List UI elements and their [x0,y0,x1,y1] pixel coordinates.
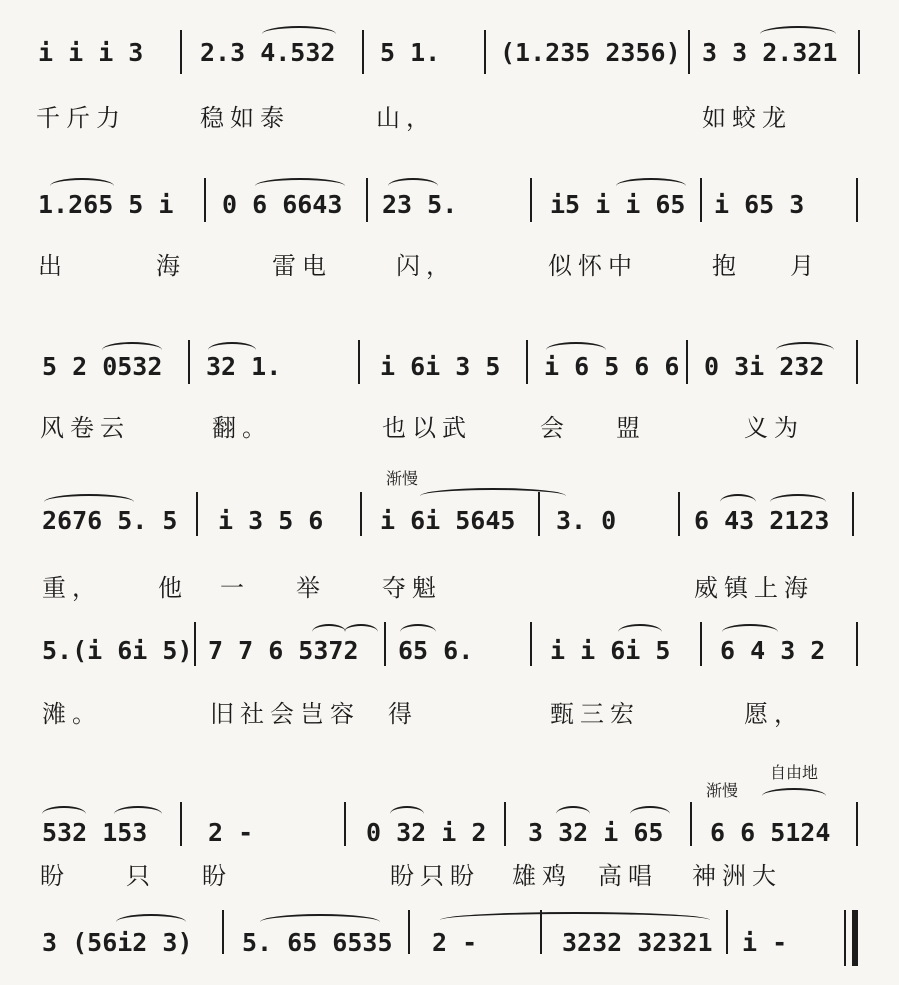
notes-line [0,636,899,680]
barline [726,910,728,954]
lyric: 夺魁 [382,574,442,602]
lyric: 山， [376,104,436,132]
lyric: 月 [790,252,820,280]
lyric: 会 [540,414,570,442]
lyrics-line [0,694,899,728]
measure: 3 3 2.321 [702,38,838,67]
lyrics-line [0,408,899,442]
lyric: 风卷云 [40,414,130,442]
lyric: 盼 [40,862,70,890]
measure: i 6i 5645 [380,506,516,535]
lyric: 千斤力 [36,104,126,132]
lyric: 出 [38,252,68,280]
barline [526,340,528,384]
slur [114,806,162,822]
measure: 6 4 3 2 [720,636,826,665]
barline [856,622,858,666]
barline [180,802,182,846]
barline [188,340,190,384]
measure: i - [742,928,788,957]
barline [690,802,692,846]
barline [688,30,690,74]
barline [196,492,198,536]
barline [504,802,506,846]
barline [384,622,386,666]
measure: 0 3i 232 [704,352,825,381]
notes-line [0,352,899,396]
lyric: 似怀中 [548,252,638,280]
lyric: 甄三宏 [550,700,640,728]
lyric: 雷电 [272,252,332,280]
lyric: 如蛟龙 [702,104,792,132]
measure: 2676 5. 5 [42,506,178,535]
slur [630,806,670,822]
slur [762,788,826,804]
lyrics-line [0,98,899,132]
slur [42,806,86,822]
lyric: 闪， [396,252,456,280]
slur [102,342,162,358]
barline [856,802,858,846]
lyric: 盟 [616,414,646,442]
barline [678,492,680,536]
barline [180,30,182,74]
measure: i 3 5 6 [218,506,324,535]
barline [686,340,688,384]
lyric: 神洲大 [692,862,782,890]
measure: 2 - [208,818,254,847]
lyric: 愿， [744,700,804,728]
lyric: 威镇上海 [694,574,814,602]
slur [760,26,836,42]
measure: i i i 3 [38,38,144,67]
slur [116,914,186,930]
lyric: 稳如泰 [200,104,290,132]
lyric: 盼 [202,862,232,890]
lyrics-line [0,246,899,280]
lyric: 只 [126,862,156,890]
barline [484,30,486,74]
measure: i i 6i 5 [550,636,671,665]
measure: 32 1. [206,352,282,381]
slur [312,624,346,640]
notes-line [0,38,899,82]
slur [722,624,778,640]
barline [700,178,702,222]
lyrics-line [0,568,899,602]
slur [556,806,590,822]
slur [546,342,606,358]
barline [194,622,196,666]
barline [858,30,860,74]
barline [530,178,532,222]
measure: 2 - [432,928,478,957]
lyric: 也以武 [382,414,472,442]
barline [360,492,362,536]
slur [44,494,134,510]
measure: 532 153 [42,818,148,847]
barline [366,178,368,222]
barline [362,30,364,74]
lyric: 义为 [744,414,804,442]
slur [616,178,686,194]
slur [344,624,378,640]
lyric: 盼只盼 [390,862,480,890]
slur [388,178,438,194]
measure: 5. 65 6535 [242,928,393,957]
lyric: 他 [158,574,188,602]
barline [856,178,858,222]
lyric: 雄鸡 [512,862,572,890]
notes-line [0,928,899,972]
lyric: 抱 [712,252,742,280]
measure: i 65 3 [714,190,805,219]
slur [390,806,424,822]
measure: 3 (56i2 3) [42,928,193,957]
slur [770,494,826,510]
barline [844,910,846,966]
lyric: 翻。 [212,414,272,442]
barline [204,178,206,222]
measure: 65 6. [398,636,474,665]
measure: 1.265 5 i [38,190,174,219]
lyrics-line [0,856,899,890]
lyric: 一 [220,574,250,602]
measure: 7 7 6 5372 [208,636,359,665]
slur [50,178,114,194]
measure: i 6i 3 5 [380,352,501,381]
barline [408,910,410,954]
measure: 3232 32321 [562,928,713,957]
tempo-mark: 自由地 [770,763,819,782]
measure: 0 32 i 2 [366,818,487,847]
slur [208,342,256,358]
slur [618,624,662,640]
lyric: 得 [388,700,418,728]
lyric: 旧社会岂容 [210,700,360,728]
measure: 0 6 6643 [222,190,343,219]
barline [358,340,360,384]
lyric: 高唱 [598,862,658,890]
measure: (1.235 2356) [500,38,681,67]
slur [420,488,566,504]
slur [776,342,834,358]
barline [222,910,224,954]
slur [262,26,336,42]
measure: 5 1. [380,38,441,67]
measure: i5 i i 65 [550,190,686,219]
measure: 6 6 5124 [710,818,831,847]
measure: 2.3 4.532 [200,38,336,67]
slur [400,624,436,640]
measure: i 6 5 6 6 [544,352,680,381]
measure: 5.(i 6i 5) [42,636,193,665]
slur [720,494,756,510]
slur [255,178,345,194]
notes-line [0,506,899,550]
measure: 6 43 2123 [694,506,830,535]
measure: 3 32 i 65 [528,818,664,847]
tempo-mark: 渐慢 [386,469,419,488]
lyric: 滩。 [42,700,102,728]
barline [856,340,858,384]
lyric: 重， [42,574,102,602]
slur [440,912,710,928]
tempo-mark: 渐慢 [706,781,739,800]
barline [852,492,854,536]
lyric: 海 [156,252,186,280]
measure: 23 5. [382,190,458,219]
lyric: 举 [296,574,326,602]
slur [260,914,380,930]
barline [530,622,532,666]
final-barline [852,910,858,966]
barline [344,802,346,846]
barline [700,622,702,666]
measure: 3. 0 [556,506,617,535]
measure: 5 2 0532 [42,352,163,381]
notes-line [0,190,899,234]
